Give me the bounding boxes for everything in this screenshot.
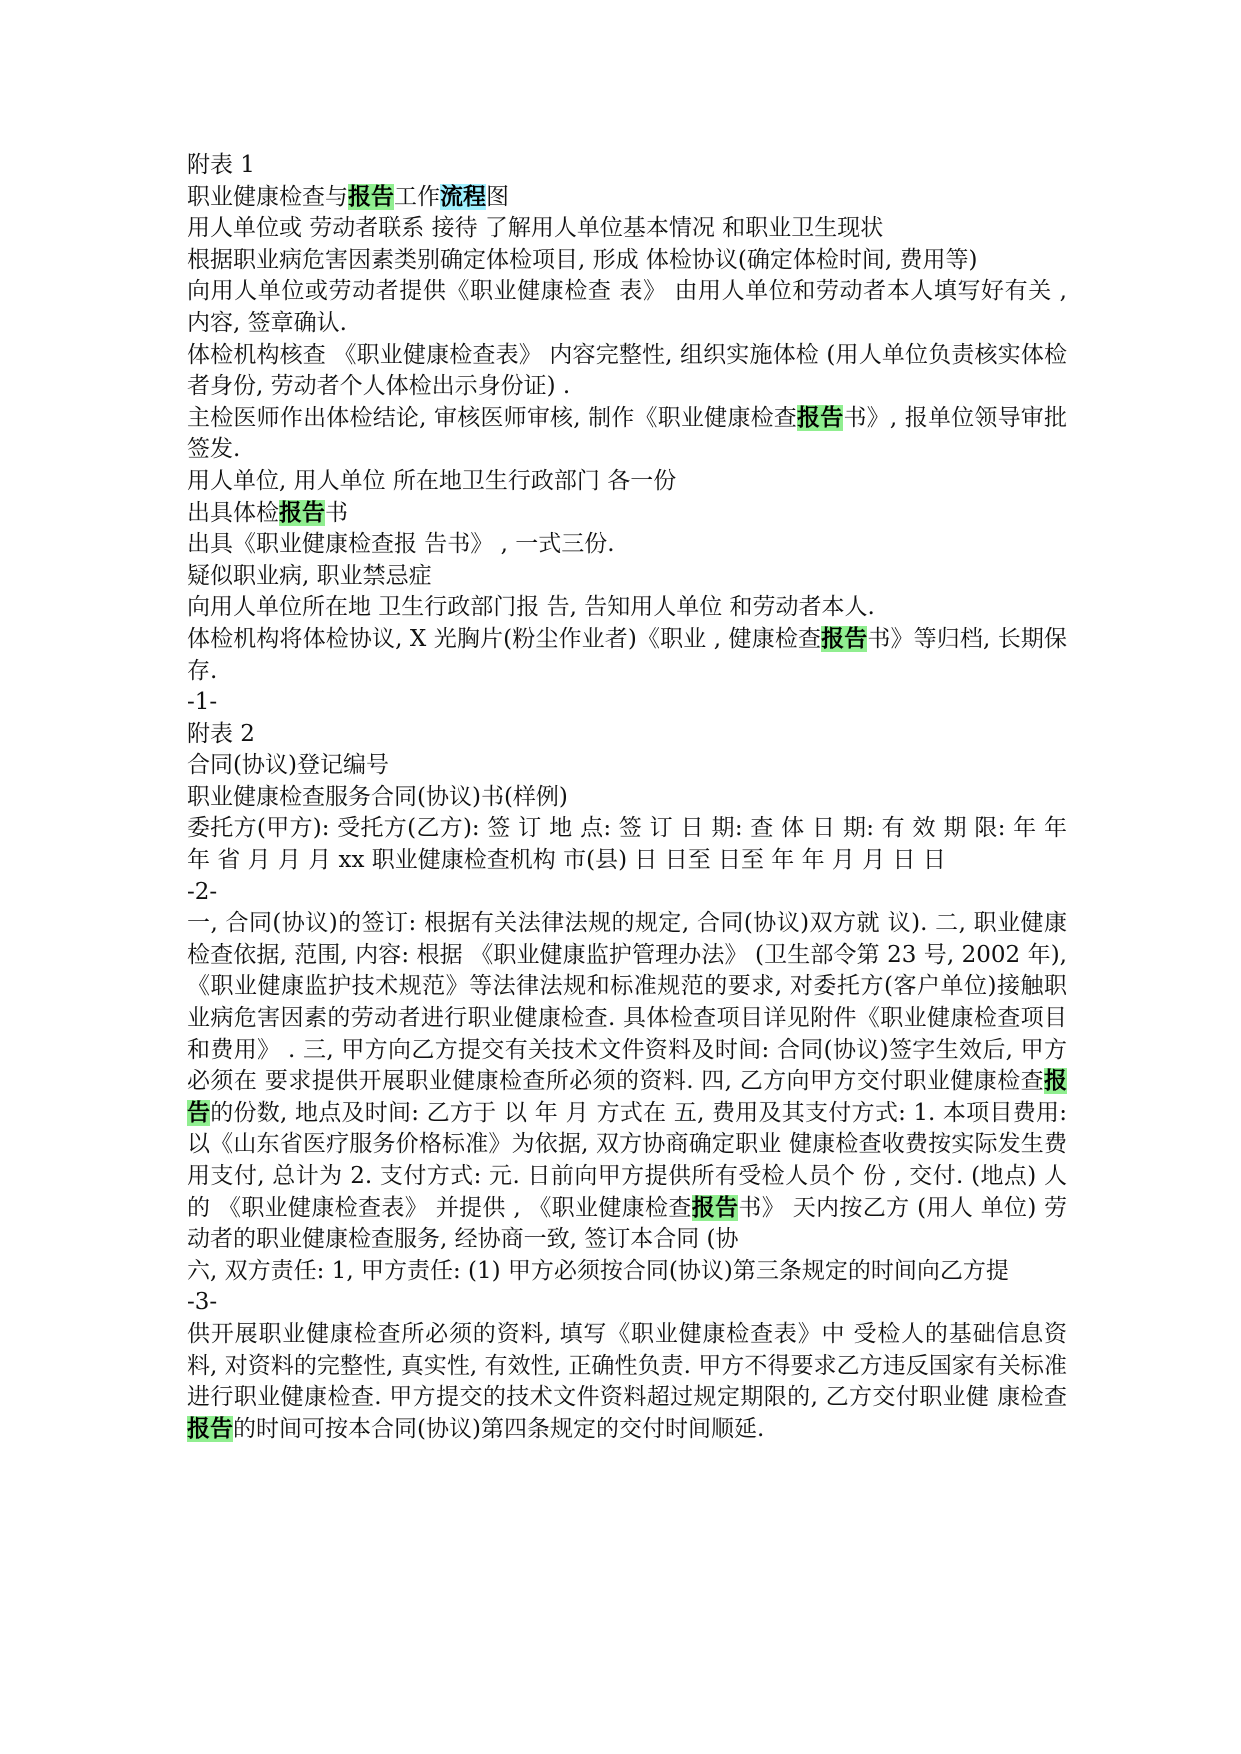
text-segment: 书 bbox=[325, 499, 348, 526]
highlight-report: 报告 bbox=[797, 404, 844, 431]
flow-step bbox=[187, 592, 1067, 624]
highlight-process: 流程 bbox=[440, 183, 486, 210]
flow-step bbox=[187, 213, 1067, 245]
text-segment: 主检医师作出体检结论, 审核医师审核, 制作《职业健康检查 bbox=[187, 404, 798, 431]
highlight-report: 报告 bbox=[821, 625, 868, 652]
text-segment: 书》 天内按乙方 (用人 单位) 劳动者的职业健康检查服务, 经协商一致, 签订本合同 (协 bbox=[187, 1194, 1068, 1253]
flow-step bbox=[187, 561, 1067, 593]
highlight-report: 报告 bbox=[279, 499, 325, 526]
page-number bbox=[187, 877, 1067, 909]
text-segment: 出具《职业健康检查报 告书》 , 一式三份. bbox=[187, 531, 615, 558]
contract-registration-number bbox=[187, 750, 1067, 782]
flow-step bbox=[187, 529, 1067, 561]
appendix-2-heading bbox=[187, 719, 1067, 751]
text-segment: -3- bbox=[187, 1289, 218, 1316]
text-segment: 六, 双方责任: 1, 甲方责任: (1) 甲方必须按合同(协议)第三条规定的时间向乙方提 bbox=[187, 1257, 1009, 1284]
text-segment: 的时间可按本合同(协议)第四条规定的交付时间顺延. bbox=[233, 1415, 765, 1442]
text-segment: 体检机构将体检协议, X 光胸片(粉尘作业者)《职业 , 健康检查 bbox=[187, 625, 822, 652]
highlight-report: 报告 bbox=[187, 1415, 233, 1442]
text-segment: 委托方(甲方): 受托方(乙方): 签 订 地 点: 签 订 日 期: 查 体 日 期: 有 效 期 限: 年 年 年 省 月 月 月 xx 职业健康检查机构 市(县) 日 日至 日至 年 年 月 月 日 日 bbox=[187, 815, 1075, 874]
text-segment: 附表 1 bbox=[187, 152, 255, 178]
text-segment: 工作 bbox=[394, 183, 440, 210]
text-segment: -2- bbox=[187, 878, 218, 905]
flowchart-title bbox=[187, 182, 1067, 214]
text-segment: 向用人单位或劳动者提供《职业健康检查 表》 由用人单位和劳动者本人填写好有关 , 内容, 签章确认. bbox=[187, 278, 1075, 336]
text-segment: 一, 合同(协议)的签订: 根据有关法律法规的规定, 合同(协议)双方就 议). 二, 职业健康检查依据, 范围, 内容: 根据 《职业健康监护管理办法》 (卫生部令第 23 号, 2002 年), 《职业健康监护技术规范》等法律法规和标准规范的要求, 对委托方(客户单位)接触职业病危害因素的劳动者进行职业健康检查. 具体检查项目详见附件《职业健康检查项目和费用》 . 三, 甲方向乙方提交有关技术文件资料及时间: 合同(协议)签字生效后, 甲方必须在 要求提供开展职业健康检查所必须的资料. 四, 乙方向甲方交付职业健康检查 bbox=[187, 910, 1075, 1095]
highlight-report: 报告 bbox=[187, 1068, 1067, 1126]
text-segment: 体检机构核查 《职业健康检查表》 内容完整性, 组织实施体检 (用人单位负责核实体检者身份, 劳动者个人体检出示身份证) . bbox=[187, 341, 1067, 400]
flow-step bbox=[187, 403, 1067, 466]
contract-parties bbox=[187, 813, 1075, 876]
highlight-report: 报告 bbox=[691, 1194, 739, 1221]
flow-step bbox=[187, 340, 1067, 403]
text-segment: 用人单位或 劳动者联系 接待 了解用人单位基本情况 和职业卫生现状 bbox=[187, 215, 884, 242]
flow-step bbox=[187, 498, 1067, 530]
flow-step bbox=[187, 245, 1067, 277]
text-segment: 出具体检 bbox=[187, 499, 279, 526]
contract-clauses bbox=[187, 908, 1075, 1256]
highlight-report: 报告 bbox=[348, 183, 394, 210]
text-segment: 疑似职业病, 职业禁忌症 bbox=[187, 562, 432, 589]
text-segment: 书》, 报单位领导审批签发. bbox=[187, 404, 1068, 463]
text-segment: -1- bbox=[187, 689, 218, 716]
text-segment: 书》等归档, 长期保存. bbox=[187, 625, 1068, 684]
text-segment: 向用人单位所在地 卫生行政部门报 告, 告知用人单位 和劳动者本人. bbox=[187, 594, 875, 621]
page-number bbox=[187, 1287, 1067, 1319]
document-page bbox=[187, 150, 1075, 1445]
text-segment: 职业健康检查服务合同(协议)书(样例) bbox=[187, 783, 568, 810]
text-segment: 的份数, 地点及时间: 乙方于 以 年 月 方式在 五, 费用及其支付方式: 1. 本项目费用: 以《山东省医疗服务价格标准》为依据, 双方协商确定职业 健康检查收费按实际发生费用支付, 总计为 2. 支付方式: 元. 日前向甲方提供所有受检人员个 份 , 交付. (地点) 人的 《职业健康检查表》 并提供 , 《职业健康检查 bbox=[187, 1099, 1075, 1221]
appendix-1-heading bbox=[187, 150, 1067, 182]
text-segment: 合同(协议)登记编号 bbox=[187, 752, 389, 779]
flow-step bbox=[187, 624, 1067, 687]
contract-responsibilities bbox=[187, 1256, 1067, 1288]
text-segment: 职业健康检查与 bbox=[187, 183, 348, 210]
page-number bbox=[187, 687, 1067, 719]
contract-title bbox=[187, 782, 1067, 814]
flow-step bbox=[187, 466, 1067, 498]
flow-step bbox=[187, 276, 1075, 339]
contract-continuation bbox=[187, 1319, 1067, 1445]
text-segment: 用人单位, 用人单位 所在地卫生行政部门 各一份 bbox=[187, 467, 677, 494]
text-segment: 根据职业病危害因素类别确定体检项目, 形成 体检协议(确定体检时间, 费用等) bbox=[187, 246, 978, 273]
text-segment: 供开展职业健康检查所必须的资料, 填写《职业健康检查表》中 受检人的基础信息资料, 对资料的完整性, 真实性, 有效性, 正确性负责. 甲方不得要求乙方违反国家有关标准进行职业健康检查. 甲方提交的技术文件资料超过规定期限的, 乙方交付职业健 康检查 bbox=[187, 1320, 1067, 1411]
text-segment: 附表 2 bbox=[187, 720, 255, 747]
text-segment: 图 bbox=[486, 183, 509, 210]
